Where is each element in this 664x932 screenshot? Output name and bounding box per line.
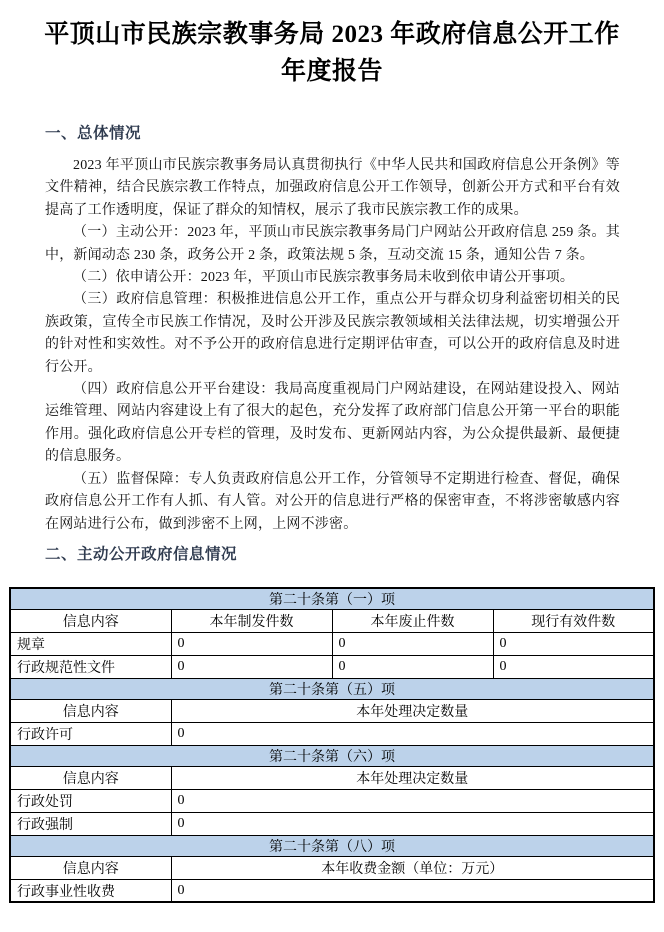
document-title: 平顶山市民族宗教事务局 2023 年政府信息公开工作年度报告 <box>44 21 620 85</box>
value-cell: 0 <box>171 812 654 835</box>
table-column-header-row <box>10 609 654 632</box>
group-2-header: 第二十条第（五）项 <box>10 678 654 699</box>
row-label-cell: 行政强制 <box>10 812 171 835</box>
row-label-cell: 行政事业性收费 <box>10 879 171 902</box>
value-cell: 0 <box>171 655 332 678</box>
value-cell: 0 <box>332 632 493 655</box>
document-page <box>0 16 664 932</box>
column-header-cell: 本年处理决定数量 <box>171 699 654 722</box>
value-cell: 0 <box>332 655 493 678</box>
table-group-header-row <box>10 835 654 856</box>
section-2-heading: 二、主动公开政府信息情况 <box>45 545 238 563</box>
row-label-cell: 规章 <box>10 632 171 655</box>
paragraph-overview: 2023 年平顶山市民族宗教事务局认真贯彻执行《中华人民共和国政府信息公开条例》等文件精神，结合民族宗教工作特点，加强政府信息公开工作领导，创新公开方式和平台有效提高了工作透明度，保证了群众的知情权，展示了我市民族宗教工作的成果。 <box>45 158 620 218</box>
column-header-cell: 信息内容 <box>10 609 171 632</box>
table-column-header-row <box>10 766 654 789</box>
row-label-cell: 行政规范性文件 <box>10 655 171 678</box>
value-cell: 0 <box>171 632 332 655</box>
table-column-header-row <box>10 856 654 879</box>
value-cell: 0 <box>171 879 654 902</box>
value-cell: 0 <box>493 632 654 655</box>
section-1-heading: 一、总体情况 <box>45 125 142 142</box>
table-row <box>10 789 654 812</box>
group-1-header: 第二十条第（一）项 <box>10 588 654 610</box>
table-column-header-row <box>10 699 654 722</box>
group-4-header: 第二十条第（八）项 <box>10 835 654 856</box>
table-group-header-row <box>10 588 654 610</box>
paragraph-supervision-guarantee: （五）监督保障：专人负责政府信息公开工作，分管领导不定期进行检查、督促，确保政府信息公开工作有人抓、有人管。对公开的信息进行严格的保密审查，不将涉密敏感内容在网站进行公布，做到涉密不上网，上网不涉密。 <box>45 471 620 532</box>
value-cell: 0 <box>171 789 654 812</box>
column-header-cell: 信息内容 <box>10 766 171 789</box>
paragraph-on-request-disclosure: （二）依申请公开：2023 年，平顶山市民族宗教事务局未收到依申请公开事项。 <box>73 270 575 286</box>
table-row <box>10 655 654 678</box>
column-header-cell: 现行有效件数 <box>493 609 654 632</box>
table-group-header-row <box>10 745 654 766</box>
column-header-cell: 本年收费金额（单位：万元） <box>171 856 654 879</box>
row-label-cell: 行政处罚 <box>10 789 171 812</box>
paragraph-proactive-disclosure: （一）主动公开：2023 年，平顶山市民族宗教事务局门户网站公开政府信息 259 条。其中，新闻动态 230 条，政务公开 2 条，政策法规 5 条，互动交流 15 条，通知公告 7 条。 <box>45 225 620 263</box>
table-row <box>10 632 654 655</box>
table-row <box>10 812 654 835</box>
paragraph-platform-construction: （四）政府信息公开平台建设：我局高度重视局门户网站建设，在网站建设投入、网站运维管理、网站内容建设上有了很大的起色，充分发挥了政府部门信息公开第一平台的职能作用。强化政府信息公开专栏的管理，及时发布、更新网站内容，为公众提供最新、最便捷的信息服务。 <box>45 382 620 465</box>
column-header-cell: 本年处理决定数量 <box>171 766 654 789</box>
column-header-cell: 信息内容 <box>10 856 171 879</box>
disclosure-statistics-table <box>9 587 655 904</box>
column-header-cell: 本年制发件数 <box>171 609 332 632</box>
column-header-cell: 本年废止件数 <box>332 609 493 632</box>
group-3-header: 第二十条第（六）项 <box>10 745 654 766</box>
row-label-cell: 行政许可 <box>10 722 171 745</box>
value-cell: 0 <box>171 722 654 745</box>
value-cell: 0 <box>493 655 654 678</box>
column-header-cell: 信息内容 <box>10 699 171 722</box>
table-row <box>10 879 654 902</box>
section-1-body <box>0 155 664 536</box>
table-group-header-row <box>10 678 654 699</box>
table-row <box>10 722 654 745</box>
paragraph-information-management: （三）政府信息管理：积极推进信息公开工作，重点公开与群众切身利益密切相关的民族政策，宣传全市民族工作情况，及时公开涉及民族宗教领域相关法律法规，切实增强公开的针对性和实效性。对不予公开的政府信息进行定期评估审查，可以公开的政府信息及时进行公开。 <box>45 292 620 375</box>
